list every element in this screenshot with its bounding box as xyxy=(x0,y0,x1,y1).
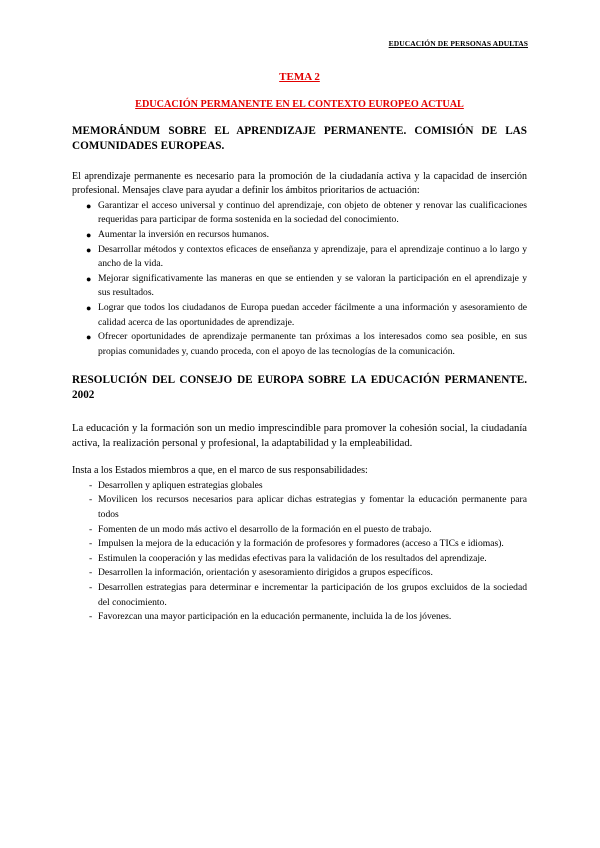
list-item-text: Desarrollen y apliquen estrategias globales xyxy=(98,479,263,491)
list-item-text: Estimulen la cooperación y las medidas efectivas para la validación de los resultados del aprendizaje. xyxy=(98,552,487,564)
chapter-title: TEMA 2 xyxy=(279,71,320,83)
list-item xyxy=(72,479,527,494)
list-item xyxy=(72,581,527,610)
document-body xyxy=(72,70,527,625)
list-item xyxy=(72,523,527,538)
memorandum-bullet-list xyxy=(72,199,527,360)
dash-marker: - xyxy=(89,567,93,579)
memorandum-intro: El aprendizaje permanente es necesario para la promoción de la ciudadanía activa y la capacidad de inserción profesional. Mensajes clave para ayudar a definir los ámbitos prioritarios de actuación: xyxy=(72,171,527,197)
list-item xyxy=(72,566,527,581)
list-item xyxy=(72,243,527,272)
running-header: EDUCACIÓN DE PERSONAS ADULTAS xyxy=(388,39,528,48)
dash-marker: - xyxy=(89,611,93,623)
list-item xyxy=(72,330,527,359)
list-item-text: Lograr que todos los ciudadanos de Europa puedan acceder fácilmente a una información y asesoramiento de calidad acerca de las oportunidades de aprendizaje. xyxy=(98,301,527,328)
dash-marker: - xyxy=(89,523,93,535)
list-item xyxy=(72,537,527,552)
list-item-text: Desarrollen la información, orientación y asesoramiento dirigidos a grupos específicos. xyxy=(98,567,433,579)
bullet-marker: ● xyxy=(86,244,92,255)
list-item-text: Ofrecer oportunidades de aprendizaje permanente tan próximas a los interesados como sea posible, en sus propias comunidades y, cuando proceda, con el apoyo de las tecnologías de la comunicación. xyxy=(98,331,527,357)
dash-marker: - xyxy=(89,538,93,550)
section-heading-memorandum: MEMORÁNDUM SOBRE EL APRENDIZAJE PERMANENTE. COMISIÓN DE LAS COMUNIDADES EUROPEAS. xyxy=(72,125,527,152)
section-heading-resolucion: RESOLUCIÓN DEL CONSEJO DE EUROPA SOBRE LA EDUCACIÓN PERMANENTE. 2002 xyxy=(72,374,527,402)
list-item-text: Movilicen los recursos necesarios para aplicar dichas estrategias y fomentar la educación permanente para todos xyxy=(98,494,527,520)
bullet-marker: ● xyxy=(86,332,92,343)
list-item-text: Mejorar significativamente las maneras en que se entienden y se valoran la participación en el aprendizaje y sus resultados. xyxy=(98,272,527,299)
list-item xyxy=(72,272,527,301)
list-item-text: Favorezcan una mayor participación en la educación permanente, incluida la de los jóvenes. xyxy=(98,611,452,623)
bullet-marker: ● xyxy=(86,230,92,240)
list-item xyxy=(72,552,527,567)
dash-marker: - xyxy=(89,581,93,593)
list-item xyxy=(72,228,527,243)
list-item xyxy=(72,610,527,625)
list-item-text: Desarrollen estrategias para determinar e incrementar la participación de los grupos excluidos de la sociedad del conocimiento. xyxy=(98,581,527,608)
bullet-marker: ● xyxy=(86,273,92,284)
resolucion-lead: Insta a los Estados miembros a que, en el marco de sus responsabilidades: xyxy=(72,465,368,477)
list-item xyxy=(72,199,527,228)
list-item-text: Impulsen la mejora de la educación y la formación de profesores y formadores (acceso a TICs e idiomas). xyxy=(98,538,504,550)
bullet-marker: ● xyxy=(86,302,92,313)
dash-marker: - xyxy=(89,479,93,491)
bullet-marker: ● xyxy=(86,200,92,211)
list-item-text: Aumentar la inversión en recursos humanos. xyxy=(98,229,270,240)
dash-marker: - xyxy=(89,494,93,506)
resolucion-intro: La educación y la formación son un medio imprescindible para promover la cohesión social, la ciudadanía activa, la realización personal y profesional, la adaptabilidad y la empleabilidad. xyxy=(72,423,527,450)
list-item-text: Garantizar el acceso universal y continuo del aprendizaje, con objeto de obtener y renovar las cualificaciones requeridas para participar de forma sostenida en la sociedad del conocimiento. xyxy=(98,199,527,226)
resolucion-dash-list xyxy=(72,479,527,625)
list-item-text: Fomenten de un modo más activo el desarrollo de la formación en el puesto de trabajo. xyxy=(98,523,432,535)
list-item xyxy=(72,493,527,522)
dash-marker: - xyxy=(89,552,93,564)
list-item-text: Desarrollar métodos y contextos eficaces de enseñanza y aprendizaje, para el aprendizaje continuo a lo largo y ancho de la vida. xyxy=(98,243,527,270)
list-item xyxy=(72,301,527,330)
chapter-subtitle: EDUCACIÓN PERMANENTE EN EL CONTEXTO EUROPEO ACTUAL xyxy=(135,99,464,110)
